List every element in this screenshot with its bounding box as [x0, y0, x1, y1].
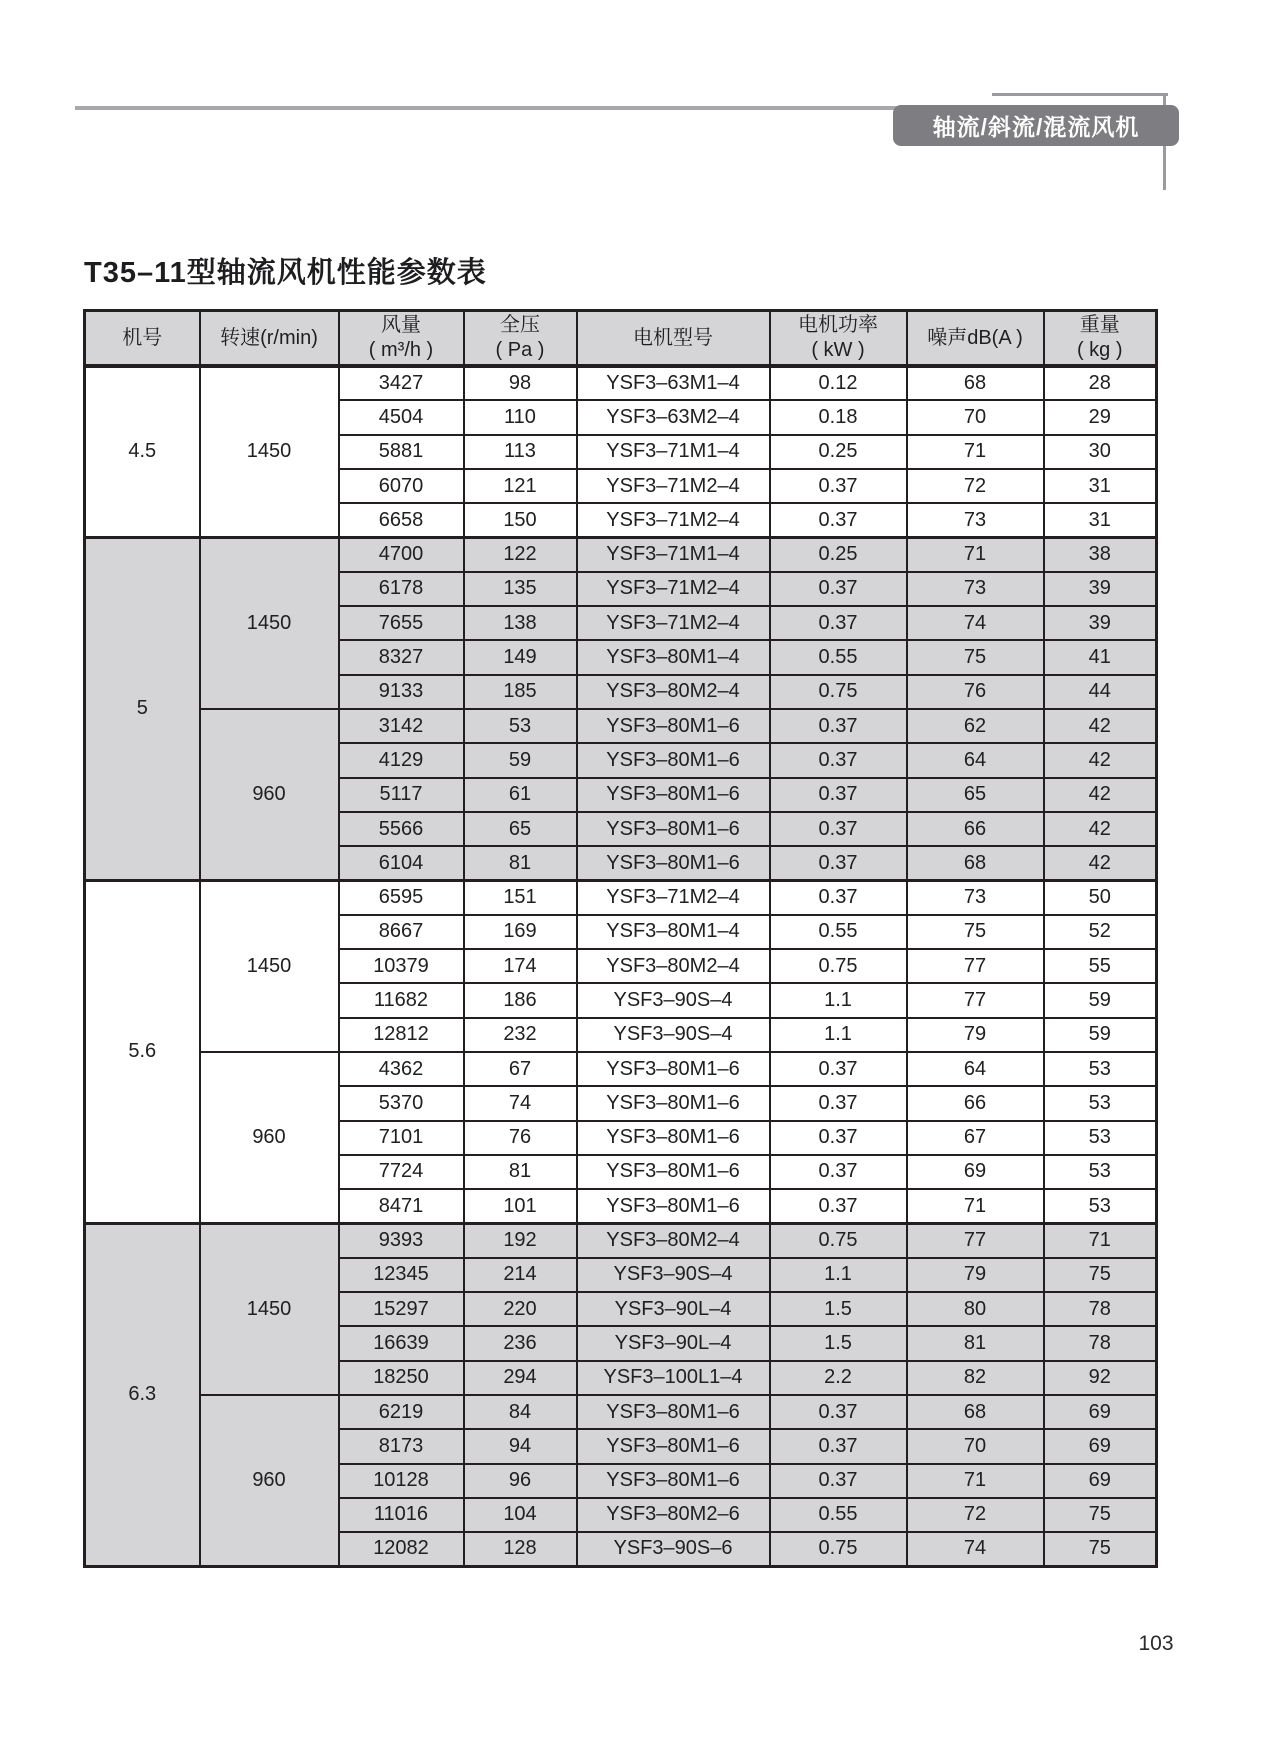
cell-motor: YSF3–71M1–4	[577, 435, 770, 469]
cell-motor: YSF3–90S–4	[577, 1258, 770, 1292]
table-row	[85, 1395, 1157, 1429]
cell-pressure: 220	[464, 1292, 577, 1326]
cell-flow: 7655	[339, 606, 464, 640]
cell-flow: 3427	[339, 366, 464, 400]
cell-noise: 68	[907, 846, 1044, 880]
cell-motor: YSF3–90S–6	[577, 1532, 770, 1566]
cell-noise: 77	[907, 983, 1044, 1017]
cell-weight: 29	[1044, 400, 1157, 434]
header-rule	[75, 106, 910, 110]
cell-weight: 50	[1044, 880, 1157, 914]
cell-noise: 73	[907, 572, 1044, 606]
cell-noise: 74	[907, 606, 1044, 640]
speed-cell: 960	[200, 1395, 339, 1566]
cell-weight: 75	[1044, 1258, 1157, 1292]
cell-flow: 6219	[339, 1395, 464, 1429]
cell-flow: 8667	[339, 915, 464, 949]
cell-motor: YSF3–71M2–4	[577, 503, 770, 537]
cell-power: 0.55	[770, 640, 907, 674]
fan-parameters-table	[83, 309, 1158, 1568]
cell-noise: 79	[907, 1018, 1044, 1052]
cell-weight: 78	[1044, 1292, 1157, 1326]
cell-flow: 4362	[339, 1052, 464, 1086]
cell-pressure: 110	[464, 400, 577, 434]
cell-weight: 42	[1044, 743, 1157, 777]
cell-noise: 69	[907, 1155, 1044, 1189]
cell-motor: YSF3–71M1–4	[577, 537, 770, 571]
cell-motor: YSF3–80M2–4	[577, 675, 770, 709]
cell-power: 0.37	[770, 846, 907, 880]
cell-motor: YSF3–80M1–4	[577, 915, 770, 949]
cell-power: 0.37	[770, 503, 907, 537]
col-header-machine-no: 机号	[85, 311, 200, 367]
speed-cell: 1450	[200, 537, 339, 708]
cell-power: 0.37	[770, 1052, 907, 1086]
cell-flow: 3142	[339, 709, 464, 743]
cell-flow: 8471	[339, 1189, 464, 1223]
cell-weight: 55	[1044, 949, 1157, 983]
cell-power: 1.5	[770, 1326, 907, 1360]
cell-weight: 28	[1044, 366, 1157, 400]
cell-power: 0.18	[770, 400, 907, 434]
cell-motor: YSF3–63M2–4	[577, 400, 770, 434]
cell-noise: 68	[907, 366, 1044, 400]
cell-pressure: 96	[464, 1464, 577, 1498]
cell-power: 1.1	[770, 983, 907, 1017]
cell-motor: YSF3–80M1–6	[577, 846, 770, 880]
cell-power: 0.37	[770, 709, 907, 743]
cell-weight: 30	[1044, 435, 1157, 469]
cell-weight: 42	[1044, 709, 1157, 743]
cell-pressure: 84	[464, 1395, 577, 1429]
cell-noise: 71	[907, 1189, 1044, 1223]
cell-flow: 10128	[339, 1464, 464, 1498]
cell-weight: 53	[1044, 1086, 1157, 1120]
cell-motor: YSF3–80M1–6	[577, 1155, 770, 1189]
cell-pressure: 149	[464, 640, 577, 674]
cell-noise: 71	[907, 435, 1044, 469]
cell-power: 0.75	[770, 1532, 907, 1566]
cell-weight: 78	[1044, 1326, 1157, 1360]
table-row	[85, 366, 1157, 400]
cell-flow: 15297	[339, 1292, 464, 1326]
cell-motor: YSF3–71M2–4	[577, 572, 770, 606]
cell-pressure: 121	[464, 469, 577, 503]
page-number: 103	[1138, 1632, 1174, 1655]
cell-flow: 6070	[339, 469, 464, 503]
cell-pressure: 185	[464, 675, 577, 709]
cell-power: 0.37	[770, 812, 907, 846]
cell-noise: 77	[907, 1223, 1044, 1257]
cell-noise: 74	[907, 1532, 1044, 1566]
cell-weight: 52	[1044, 915, 1157, 949]
col-header-motor-power: 电机功率 ( kW )	[770, 311, 907, 367]
machine-no-cell: 5.6	[85, 880, 200, 1223]
cell-flow: 10379	[339, 949, 464, 983]
cell-pressure: 53	[464, 709, 577, 743]
cell-flow: 4129	[339, 743, 464, 777]
cell-pressure: 74	[464, 1086, 577, 1120]
table-row	[85, 880, 1157, 914]
cell-pressure: 76	[464, 1121, 577, 1155]
speed-cell: 960	[200, 709, 339, 880]
cell-weight: 59	[1044, 983, 1157, 1017]
cell-pressure: 98	[464, 366, 577, 400]
cell-noise: 67	[907, 1121, 1044, 1155]
cell-power: 0.75	[770, 1223, 907, 1257]
cell-flow: 6104	[339, 846, 464, 880]
cell-power: 1.1	[770, 1018, 907, 1052]
speed-cell: 1450	[200, 880, 339, 1051]
cell-power: 0.37	[770, 1189, 907, 1223]
cell-noise: 73	[907, 880, 1044, 914]
cell-weight: 59	[1044, 1018, 1157, 1052]
cell-power: 0.37	[770, 1464, 907, 1498]
cell-pressure: 169	[464, 915, 577, 949]
cell-power: 0.55	[770, 915, 907, 949]
section-badge	[893, 105, 1179, 146]
machine-no-cell: 6.3	[85, 1223, 200, 1566]
cell-pressure: 81	[464, 1155, 577, 1189]
cell-power: 0.25	[770, 435, 907, 469]
cell-motor: YSF3–71M2–4	[577, 880, 770, 914]
cell-pressure: 94	[464, 1429, 577, 1463]
cell-power: 0.37	[770, 1155, 907, 1189]
cell-pressure: 135	[464, 572, 577, 606]
cell-noise: 65	[907, 778, 1044, 812]
cell-power: 0.37	[770, 1395, 907, 1429]
cell-power: 0.37	[770, 743, 907, 777]
cell-pressure: 186	[464, 983, 577, 1017]
cell-weight: 42	[1044, 778, 1157, 812]
cell-pressure: 104	[464, 1498, 577, 1532]
cell-weight: 42	[1044, 846, 1157, 880]
cell-pressure: 101	[464, 1189, 577, 1223]
cell-noise: 73	[907, 503, 1044, 537]
cell-flow: 7724	[339, 1155, 464, 1189]
cell-pressure: 150	[464, 503, 577, 537]
cell-power: 0.37	[770, 572, 907, 606]
cell-flow: 9393	[339, 1223, 464, 1257]
cell-motor: YSF3–80M1–6	[577, 1189, 770, 1223]
table-row	[85, 537, 1157, 571]
cell-motor: YSF3–80M1–6	[577, 1121, 770, 1155]
speed-cell: 960	[200, 1052, 339, 1223]
cell-power: 1.1	[770, 1258, 907, 1292]
cell-motor: YSF3–80M1–6	[577, 812, 770, 846]
cell-power: 0.37	[770, 606, 907, 640]
cell-weight: 92	[1044, 1361, 1157, 1395]
cell-weight: 39	[1044, 572, 1157, 606]
cell-flow: 8173	[339, 1429, 464, 1463]
table-row	[85, 709, 1157, 743]
cell-weight: 53	[1044, 1155, 1157, 1189]
cell-noise: 79	[907, 1258, 1044, 1292]
cell-power: 0.37	[770, 469, 907, 503]
cell-weight: 69	[1044, 1429, 1157, 1463]
col-header-noise: 噪声dB(A )	[907, 311, 1044, 367]
cell-motor: YSF3–90L–4	[577, 1292, 770, 1326]
cell-motor: YSF3–80M1–6	[577, 1464, 770, 1498]
cell-power: 0.12	[770, 366, 907, 400]
cell-noise: 64	[907, 1052, 1044, 1086]
cell-flow: 6595	[339, 880, 464, 914]
cell-motor: YSF3–90S–4	[577, 1018, 770, 1052]
cell-weight: 75	[1044, 1498, 1157, 1532]
cell-pressure: 61	[464, 778, 577, 812]
speed-cell: 1450	[200, 366, 339, 537]
cell-motor: YSF3–80M1–6	[577, 1395, 770, 1429]
cell-flow: 12082	[339, 1532, 464, 1566]
cell-flow: 5566	[339, 812, 464, 846]
cell-noise: 72	[907, 469, 1044, 503]
cell-pressure: 236	[464, 1326, 577, 1360]
cell-motor: YSF3–90L–4	[577, 1326, 770, 1360]
table-row	[85, 1052, 1157, 1086]
table-header-row	[85, 311, 1157, 367]
cell-weight: 31	[1044, 469, 1157, 503]
cell-noise: 70	[907, 400, 1044, 434]
cell-motor: YSF3–71M2–4	[577, 469, 770, 503]
cell-noise: 66	[907, 1086, 1044, 1120]
cell-weight: 75	[1044, 1532, 1157, 1566]
cell-motor: YSF3–80M1–6	[577, 1429, 770, 1463]
cell-pressure: 65	[464, 812, 577, 846]
cell-weight: 53	[1044, 1121, 1157, 1155]
cell-flow: 7101	[339, 1121, 464, 1155]
cell-weight: 31	[1044, 503, 1157, 537]
cell-power: 2.2	[770, 1361, 907, 1395]
cell-pressure: 128	[464, 1532, 577, 1566]
cell-noise: 72	[907, 1498, 1044, 1532]
cell-noise: 68	[907, 1395, 1044, 1429]
cell-motor: YSF3–80M1–6	[577, 1086, 770, 1120]
col-header-pressure: 全压 ( Pa )	[464, 311, 577, 367]
cell-flow: 12812	[339, 1018, 464, 1052]
cell-flow: 6658	[339, 503, 464, 537]
header-accent-line-horizontal	[992, 93, 1168, 96]
cell-motor: YSF3–80M1–6	[577, 1052, 770, 1086]
cell-weight: 38	[1044, 537, 1157, 571]
cell-pressure: 59	[464, 743, 577, 777]
page-title: T35–11型轴流风机性能参数表	[84, 257, 487, 289]
cell-noise: 82	[907, 1361, 1044, 1395]
cell-weight: 69	[1044, 1395, 1157, 1429]
col-header-flow: 风量 ( m³/h )	[339, 311, 464, 367]
cell-weight: 42	[1044, 812, 1157, 846]
cell-noise: 64	[907, 743, 1044, 777]
cell-pressure: 214	[464, 1258, 577, 1292]
cell-pressure: 122	[464, 537, 577, 571]
cell-pressure: 67	[464, 1052, 577, 1086]
cell-motor: YSF3–80M2–4	[577, 949, 770, 983]
cell-noise: 77	[907, 949, 1044, 983]
cell-motor: YSF3–71M2–4	[577, 606, 770, 640]
cell-noise: 66	[907, 812, 1044, 846]
cell-power: 0.75	[770, 675, 907, 709]
cell-flow: 4504	[339, 400, 464, 434]
col-header-speed: 转速(r/min)	[200, 311, 339, 367]
col-header-weight: 重量 ( kg )	[1044, 311, 1157, 367]
cell-power: 0.37	[770, 1429, 907, 1463]
cell-power: 0.37	[770, 880, 907, 914]
cell-noise: 76	[907, 675, 1044, 709]
cell-noise: 80	[907, 1292, 1044, 1326]
cell-flow: 9133	[339, 675, 464, 709]
cell-power: 0.37	[770, 1121, 907, 1155]
cell-pressure: 232	[464, 1018, 577, 1052]
cell-flow: 4700	[339, 537, 464, 571]
cell-weight: 39	[1044, 606, 1157, 640]
cell-motor: YSF3–63M1–4	[577, 366, 770, 400]
cell-flow: 11016	[339, 1498, 464, 1532]
cell-flow: 12345	[339, 1258, 464, 1292]
cell-noise: 71	[907, 537, 1044, 571]
machine-no-cell: 4.5	[85, 366, 200, 537]
cell-weight: 53	[1044, 1189, 1157, 1223]
cell-noise: 81	[907, 1326, 1044, 1360]
cell-flow: 5370	[339, 1086, 464, 1120]
section-badge-label: 轴流/斜流/混流风机	[932, 114, 1140, 140]
cell-weight: 41	[1044, 640, 1157, 674]
cell-motor: YSF3–100L1–4	[577, 1361, 770, 1395]
cell-noise: 75	[907, 640, 1044, 674]
cell-pressure: 192	[464, 1223, 577, 1257]
speed-cell: 1450	[200, 1223, 339, 1394]
cell-weight: 44	[1044, 675, 1157, 709]
cell-pressure: 138	[464, 606, 577, 640]
cell-power: 0.75	[770, 949, 907, 983]
cell-power: 0.55	[770, 1498, 907, 1532]
cell-motor: YSF3–80M1–6	[577, 778, 770, 812]
cell-flow: 18250	[339, 1361, 464, 1395]
cell-motor: YSF3–80M2–6	[577, 1498, 770, 1532]
cell-weight: 53	[1044, 1052, 1157, 1086]
cell-power: 1.5	[770, 1292, 907, 1326]
col-header-motor-model: 电机型号	[577, 311, 770, 367]
cell-flow: 5881	[339, 435, 464, 469]
cell-noise: 75	[907, 915, 1044, 949]
cell-noise: 70	[907, 1429, 1044, 1463]
cell-weight: 71	[1044, 1223, 1157, 1257]
cell-power: 0.37	[770, 1086, 907, 1120]
table-row	[85, 1223, 1157, 1257]
cell-pressure: 81	[464, 846, 577, 880]
cell-pressure: 113	[464, 435, 577, 469]
cell-weight: 69	[1044, 1464, 1157, 1498]
cell-motor: YSF3–80M1–6	[577, 743, 770, 777]
cell-flow: 8327	[339, 640, 464, 674]
cell-power: 0.37	[770, 778, 907, 812]
cell-flow: 16639	[339, 1326, 464, 1360]
cell-pressure: 294	[464, 1361, 577, 1395]
machine-no-cell: 5	[85, 537, 200, 880]
cell-motor: YSF3–80M1–6	[577, 709, 770, 743]
cell-power: 0.25	[770, 537, 907, 571]
cell-motor: YSF3–80M1–4	[577, 640, 770, 674]
cell-flow: 11682	[339, 983, 464, 1017]
cell-noise: 62	[907, 709, 1044, 743]
cell-pressure: 174	[464, 949, 577, 983]
cell-motor: YSF3–80M2–4	[577, 1223, 770, 1257]
cell-flow: 5117	[339, 778, 464, 812]
cell-motor: YSF3–90S–4	[577, 983, 770, 1017]
cell-noise: 71	[907, 1464, 1044, 1498]
cell-flow: 6178	[339, 572, 464, 606]
cell-pressure: 151	[464, 880, 577, 914]
